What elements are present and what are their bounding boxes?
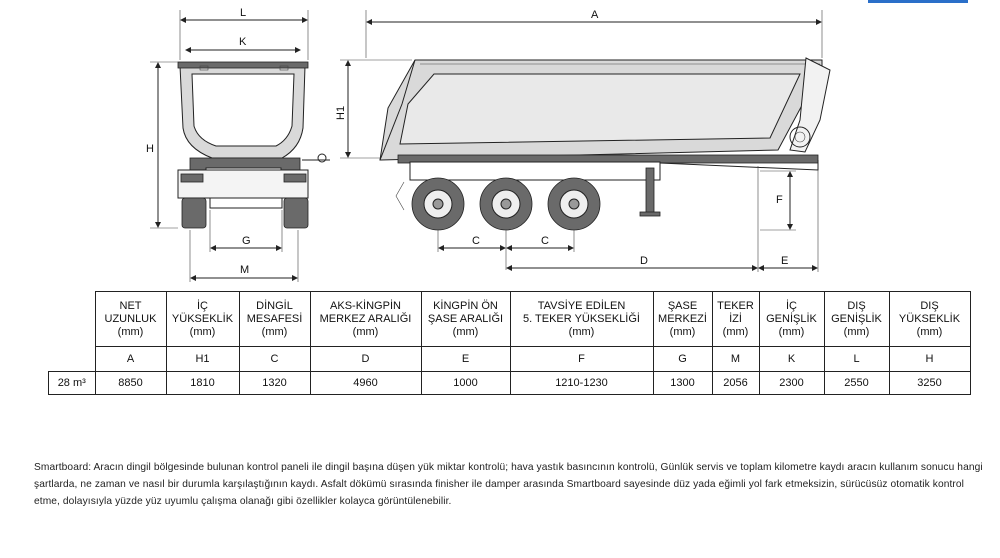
header-cell: AKS-KİNGPİN MERKEZ ARALIĞI (mm) xyxy=(310,292,421,347)
letter-cell: H1 xyxy=(166,347,239,372)
description-paragraph: Smartboard: Aracın dingil bölgesinde bulunan kontrol paneli ile dingil başına düşen yük miktar kontrolü; hava yastık basıncının kontrolü, Günlük servis ve toplam kilometre kaydı aracın kullanım sonucu hangi şartlarda, ne zaman ve nasıl bir durumla karşılaştığının kaydı. Asfalt dökümü sırasında finisher ile damper arasında Smartboard sayesinde düz yada eğimli yol fark etmeksizin, sürücüsüz otomatik kontrol etme, dolayısıyla yüzde yüz uyumlu çalışma olanağı gibi özellikler kolayca görüntülenebilir. xyxy=(34,462,983,507)
dim-label-M: M xyxy=(240,264,250,276)
dim-label-H1: H1 xyxy=(335,105,347,120)
value-cell: 1810 xyxy=(166,372,239,395)
header-cell: DİNGİL MESAFESİ (mm) xyxy=(239,292,310,347)
header-cell: DIŞ YÜKSEKLİK (mm) xyxy=(889,292,970,347)
dim-label-C-1: C xyxy=(472,235,480,247)
header-row xyxy=(49,292,971,347)
value-cell: 3250 xyxy=(889,372,970,395)
letter-cell: L xyxy=(824,347,889,372)
rear-view xyxy=(146,7,330,282)
letter-cell: M xyxy=(712,347,759,372)
header-cell: TEKER İZİ (mm) xyxy=(712,292,759,347)
value-cell: 4960 xyxy=(310,372,421,395)
value-cell: 1000 xyxy=(421,372,510,395)
wheel-2 xyxy=(480,178,532,230)
header-cell: İÇ GENİŞLİK (mm) xyxy=(759,292,824,347)
value-cell: 2550 xyxy=(824,372,889,395)
side-view xyxy=(335,9,830,272)
dim-label-H: H xyxy=(146,143,154,155)
letter-cell: H xyxy=(889,347,970,372)
wheel-3 xyxy=(548,178,600,230)
letter-cell: G xyxy=(653,347,712,372)
letter-cell: C xyxy=(239,347,310,372)
header-cell: ŞASE MERKEZİ (mm) xyxy=(653,292,712,347)
letter-row xyxy=(49,347,971,372)
letter-cell: F xyxy=(510,347,653,372)
spec-table xyxy=(48,291,971,395)
header-cell: DIŞ GENİŞLİK (mm) xyxy=(824,292,889,347)
header-cell: İÇ YÜKSEKLİK (mm) xyxy=(166,292,239,347)
value-cell: 1300 xyxy=(653,372,712,395)
letter-cell: K xyxy=(759,347,824,372)
header-cell: TAVSİYE EDİLEN 5. TEKER YÜKSEKLİĞİ (mm) xyxy=(510,292,653,347)
value-row xyxy=(49,372,971,395)
dim-label-E: E xyxy=(781,255,789,267)
dim-label-K: K xyxy=(239,36,247,48)
value-cell: 1210-1230 xyxy=(510,372,653,395)
header-cell: KİNGPİN ÖN ŞASE ARALIĞI (mm) xyxy=(421,292,510,347)
row-label: 28 m³ xyxy=(49,372,96,395)
dim-label-A: A xyxy=(591,9,599,21)
value-cell: 1320 xyxy=(239,372,310,395)
letter-cell: A xyxy=(95,347,166,372)
dim-label-C-2: C xyxy=(541,235,549,247)
letter-cell: E xyxy=(421,347,510,372)
dim-label-D: D xyxy=(640,255,648,267)
wheel-1 xyxy=(412,178,464,230)
value-cell: 8850 xyxy=(95,372,166,395)
letter-cell: D xyxy=(310,347,421,372)
value-cell: 2300 xyxy=(759,372,824,395)
header-cell: NET UZUNLUK (mm) xyxy=(95,292,166,347)
value-cell: 2056 xyxy=(712,372,759,395)
dim-label-L: L xyxy=(240,7,247,19)
dim-label-G: G xyxy=(242,235,251,247)
dim-label-F: F xyxy=(776,194,783,206)
